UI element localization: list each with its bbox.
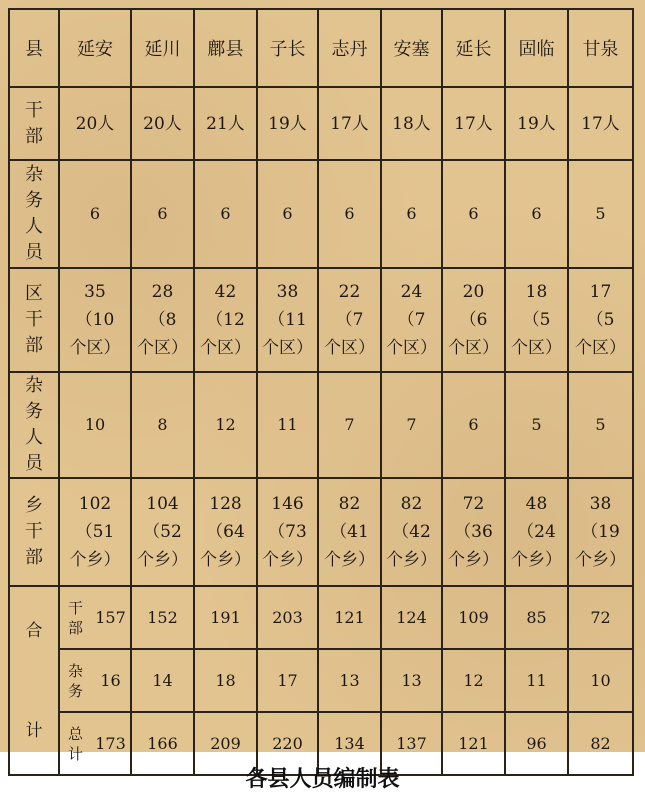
table-cell: 19人 — [257, 87, 318, 160]
totals-label: 合 计 — [9, 586, 59, 775]
table-cell: 17 — [257, 649, 318, 712]
table-row — [9, 478, 633, 586]
table-row — [9, 268, 633, 372]
table-cell: 5 — [505, 372, 568, 478]
table-cell: 72 — [568, 586, 633, 649]
table-cell: 6 — [257, 160, 318, 268]
table-row — [9, 160, 633, 268]
corner-header: 县 — [9, 9, 59, 87]
table-cell: 166 — [131, 712, 194, 775]
table-cell: 6 — [442, 160, 505, 268]
table-cell: 203 — [257, 586, 318, 649]
table-cell: 21人 — [194, 87, 257, 160]
county-header: 甘泉 — [568, 9, 633, 87]
county-header: 固临 — [505, 9, 568, 87]
table-cell: 13 — [318, 649, 381, 712]
table-cell: 121 — [442, 712, 505, 775]
row-label-district-misc: 杂 务 人 员 — [9, 372, 59, 478]
table-cell: 24 （7 个区） — [381, 268, 442, 372]
table-cell: 48 （24 个乡） — [505, 478, 568, 586]
table-cell: 22 （7 个区） — [318, 268, 381, 372]
table-row — [9, 87, 633, 160]
table-cell: 128 （64 个乡） — [194, 478, 257, 586]
table-cell: 8 — [131, 372, 194, 478]
table-cell: 17人 — [318, 87, 381, 160]
table-row — [9, 649, 633, 712]
totals-sublabel-cadres: 干 部 — [59, 586, 91, 649]
table-cell: 10 — [568, 649, 633, 712]
table-cell: 121 — [318, 586, 381, 649]
table-cell: 6 — [131, 160, 194, 268]
table-cell: 35 （10 个区） — [59, 268, 131, 372]
table-cell: 6 — [59, 160, 131, 268]
table-cell: 6 — [505, 160, 568, 268]
table-cell: 6 — [381, 160, 442, 268]
table-cell: 137 — [381, 712, 442, 775]
table-cell: 104 （52 个乡） — [131, 478, 194, 586]
county-header: 延长 — [442, 9, 505, 87]
table-cell: 7 — [318, 372, 381, 478]
totals-sublabel-grand: 总 计 — [59, 712, 91, 775]
county-header: 子长 — [257, 9, 318, 87]
county-header: 延川 — [131, 9, 194, 87]
table-cell: 134 — [318, 712, 381, 775]
table-cell: 20人 — [59, 87, 131, 160]
table-cell: 152 — [131, 586, 194, 649]
table-cell: 28 （8 个区） — [131, 268, 194, 372]
table-cell: 5 — [568, 160, 633, 268]
county-header: 鄜县 — [194, 9, 257, 87]
table-row — [9, 586, 633, 649]
table-cell: 96 — [505, 712, 568, 775]
staffing-table — [8, 8, 634, 776]
row-label-district-cadres: 区 干 部 — [9, 268, 59, 372]
header-row — [9, 9, 633, 87]
table-cell: 6 — [318, 160, 381, 268]
county-header: 延安 — [59, 9, 131, 87]
table-cell: 220 — [257, 712, 318, 775]
table-cell: 42 （12 个区） — [194, 268, 257, 372]
table-cell: 18 （5 个区） — [505, 268, 568, 372]
table-cell: 11 — [257, 372, 318, 478]
table-cell: 20人 — [131, 87, 194, 160]
county-header: 安塞 — [381, 9, 442, 87]
table-cell: 82 （41 个乡） — [318, 478, 381, 586]
table-cell: 146 （73 个乡） — [257, 478, 318, 586]
table-cell: 72 （36 个乡） — [442, 478, 505, 586]
table-cell: 10 — [59, 372, 131, 478]
table-cell: 12 — [194, 372, 257, 478]
table-cell: 38 （11 个区） — [257, 268, 318, 372]
table-cell: 20 （6 个区） — [442, 268, 505, 372]
table-cell: 5 — [568, 372, 633, 478]
table-cell: 19人 — [505, 87, 568, 160]
table-cell: 124 — [381, 586, 442, 649]
table-cell: 17人 — [442, 87, 505, 160]
table-cell: 173 — [91, 712, 131, 775]
row-label-misc-staff: 杂 务 人 员 — [9, 160, 59, 268]
table-cell: 13 — [381, 649, 442, 712]
table-cell: 17 （5 个区） — [568, 268, 633, 372]
table-caption: 各县人员编制表 — [245, 767, 400, 792]
table-cell: 38 （19 个乡） — [568, 478, 633, 586]
table-cell: 6 — [194, 160, 257, 268]
table-cell: 209 — [194, 712, 257, 775]
totals-sublabel-misc: 杂 务 — [59, 649, 91, 712]
table-cell: 18人 — [381, 87, 442, 160]
table-cell: 11 — [505, 649, 568, 712]
table-cell: 85 — [505, 586, 568, 649]
table-cell: 6 — [442, 372, 505, 478]
table-cell: 12 — [442, 649, 505, 712]
table-cell: 16 — [91, 649, 131, 712]
county-header: 志丹 — [318, 9, 381, 87]
table-cell: 14 — [131, 649, 194, 712]
table-row — [9, 372, 633, 478]
table-cell: 109 — [442, 586, 505, 649]
table-cell: 18 — [194, 649, 257, 712]
table-cell: 17人 — [568, 87, 633, 160]
table-cell: 7 — [381, 372, 442, 478]
row-label-cadres: 干 部 — [9, 87, 59, 160]
table-cell: 157 — [91, 586, 131, 649]
table-cell: 191 — [194, 586, 257, 649]
table-cell: 102 （51 个乡） — [59, 478, 131, 586]
table-cell: 82 （42 个乡） — [381, 478, 442, 586]
table-cell: 82 — [568, 712, 633, 775]
row-label-township-cadres: 乡 干 部 — [9, 478, 59, 586]
